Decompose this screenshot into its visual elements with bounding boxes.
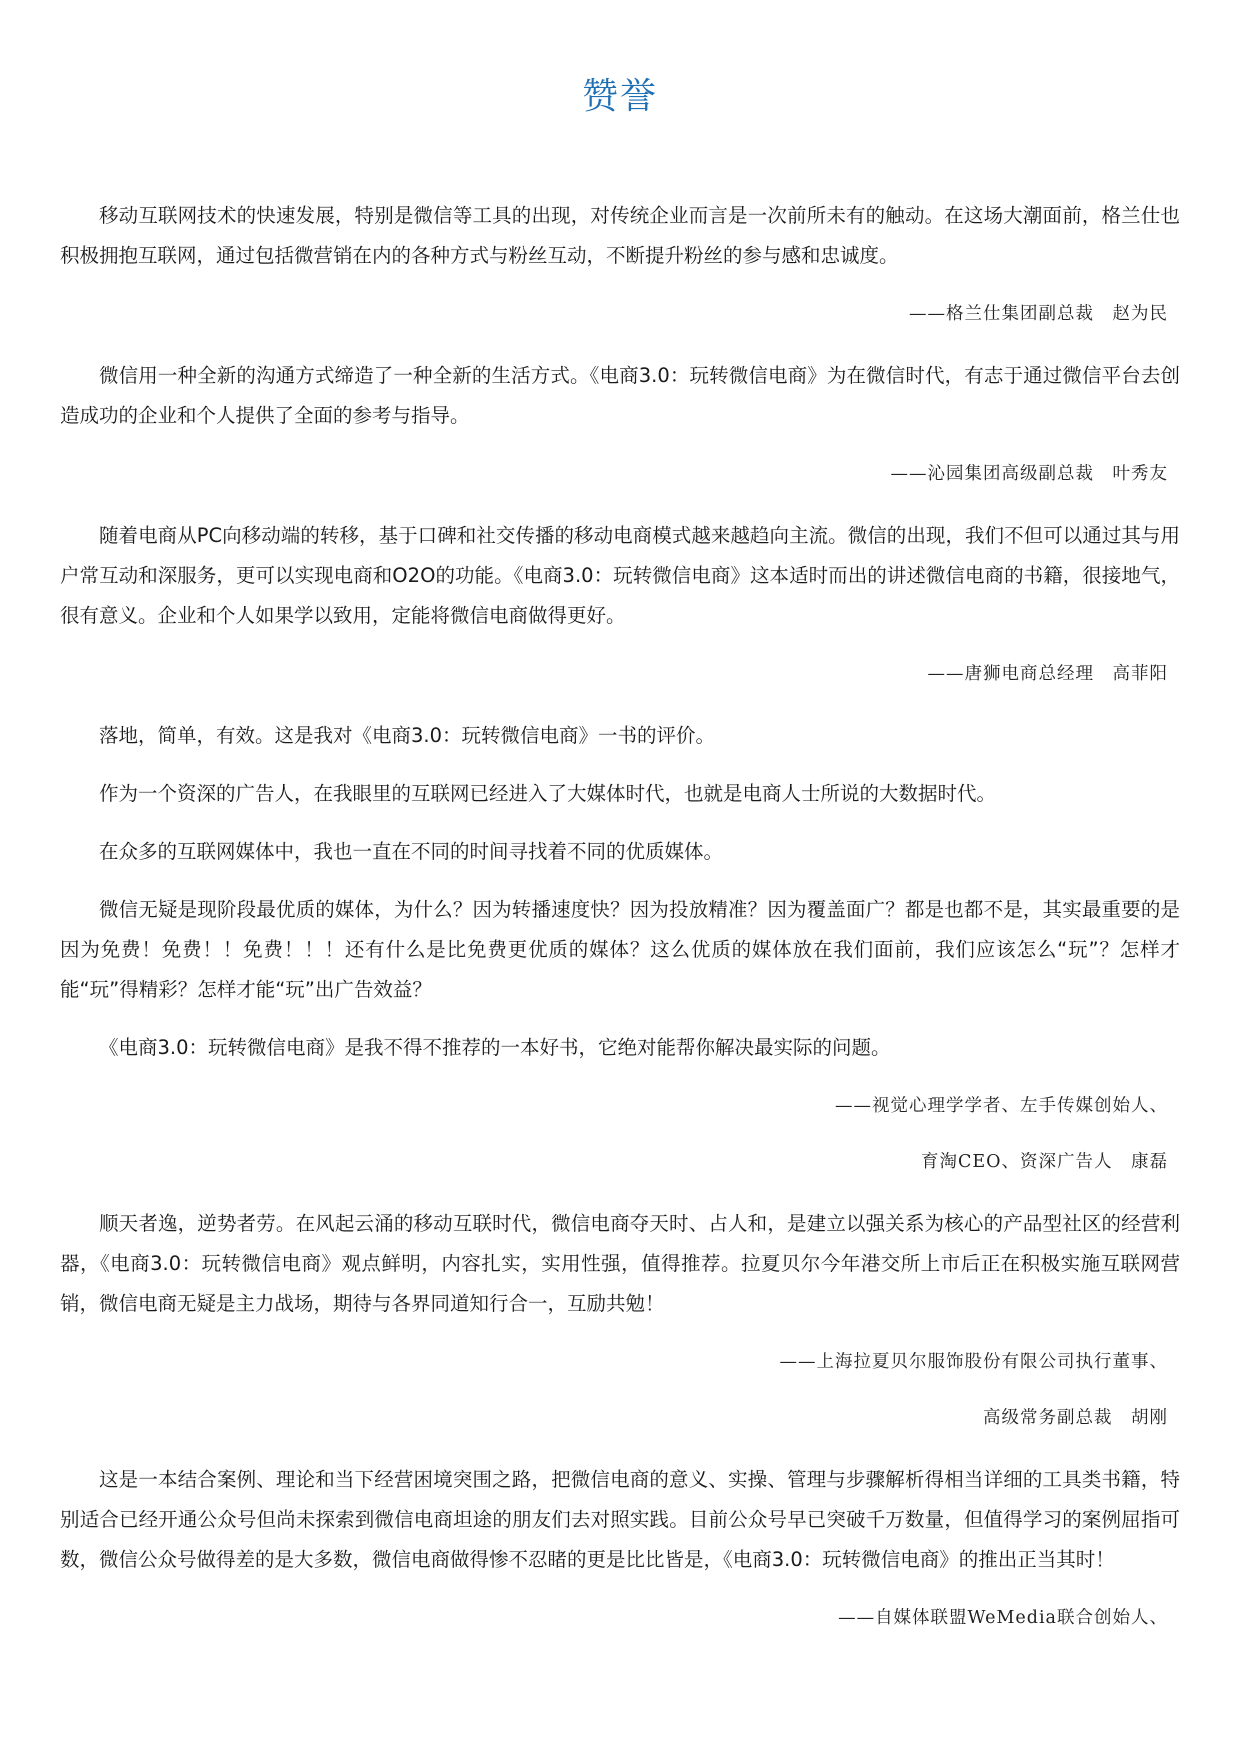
endorsements-body: [60, 196, 1180, 1656]
endorsement-4-para-2: 作为一个资深的广告人，在我眼里的互联网已经进入了大媒体时代，也就是电商人士所说的大数据时代。: [99, 782, 997, 805]
endorsement-4-attribution-line-2: 育淘CEO、资深广告人 康磊: [920, 1152, 1168, 1172]
endorsement-4-para-5: 《电商3.0：玩转微信电商》是我不得不推荐的一本好书，它绝对能帮你解决最实际的问题。: [99, 1036, 891, 1059]
endorsement-6-attribution-line-1: ——自媒体联盟WeMedia联合创始人、: [838, 1608, 1168, 1628]
endorsement-4-attribution-line-1: ——视觉心理学学者、左手传媒创始人、: [835, 1096, 1168, 1116]
endorsement-4-para-1: 落地，简单，有效。这是我对《电商3.0：玩转微信电商》一书的评价。: [99, 724, 716, 747]
endorsement-2-attribution: ——沁园集团高级副总裁 叶秀友: [890, 464, 1168, 484]
page-title: 赞誉: [581, 76, 658, 117]
endorsement-5-attribution-line-1: ——上海拉夏贝尔服饰股份有限公司执行董事、: [779, 1352, 1168, 1372]
endorsement-6-text: 这是一本结合案例、理论和当下经营困境突围之路，把微信电商的意义、实操、管理与步骤解析得相当详细的工具类书籍，特别适合已经开通公众号但尚未探索到微信电商坦途的朋友们去对照实践。目前公众号早已突破千万数量，但值得学习的案例屈指可数，微信公众号做得差的是大多数，微信电商做得惨不忍睹的更是比比皆是，《电商3.0：玩转微信电商》的推出正当其时！: [60, 1468, 1180, 1571]
endorsement-4-para-3: 在众多的互联网媒体中，我也一直在不同的时间寻找着不同的优质媒体。: [99, 840, 724, 863]
endorsement-3-text: 随着电商从PC向移动端的转移，基于口碑和社交传播的移动电商模式越来越趋向主流。微信的出现，我们不但可以通过其与用户常互动和深服务，更可以实现电商和O2O的功能。《电商3.0：玩转微信电商》这本适时而出的讲述微信电商的书籍，很接地气，很有意义。企业和个人如果学以致用，定能将微信电商做得更好。: [60, 524, 1180, 627]
endorsement-1-text: 移动互联网技术的快速发展，特别是微信等工具的出现，对传统企业而言是一次前所未有的触动。在这场大潮面前，格兰仕也积极拥抱互联网，通过包括微营销在内的各种方式与粉丝互动，不断提升粉丝的参与感和忠诚度。: [60, 204, 1180, 267]
endorsement-1-attribution: ——格兰仕集团副总裁 赵为民: [909, 304, 1168, 324]
endorsement-3-attribution: ——唐狮电商总经理 高菲阳: [927, 664, 1168, 684]
endorsement-2-text: 微信用一种全新的沟通方式缔造了一种全新的生活方式。《电商3.0：玩转微信电商》为在微信时代，有志于通过微信平台去创造成功的企业和个人提供了全面的参考与指导。: [60, 364, 1180, 427]
endorsement-5-text: 顺天者逸，逆势者劳。在风起云涌的移动互联时代，微信电商夺天时、占人和，是建立以强关系为核心的产品型社区的经营利器，《电商3.0：玩转微信电商》观点鲜明，内容扎实，实用性强，值得推荐。拉夏贝尔今年港交所上市后正在积极实施互联网营销，微信电商无疑是主力战场，期待与各界同道知行合一，互励共勉！: [60, 1212, 1180, 1315]
endorsement-4-para-4: 微信无疑是现阶段最优质的媒体，为什么？因为转播速度快？因为投放精准？因为覆盖面广？都是也都不是，其实最重要的是因为免费！免费！！免费！！！还有什么是比免费更优质的媒体？这么优质的媒体放在我们面前，我们应该怎么“玩”？怎样才能“玩”得精彩？怎样才能“玩”出广告效益？: [60, 898, 1180, 1001]
endorsement-5-attribution-line-2: 高级常务副总裁 胡刚: [983, 1408, 1168, 1428]
